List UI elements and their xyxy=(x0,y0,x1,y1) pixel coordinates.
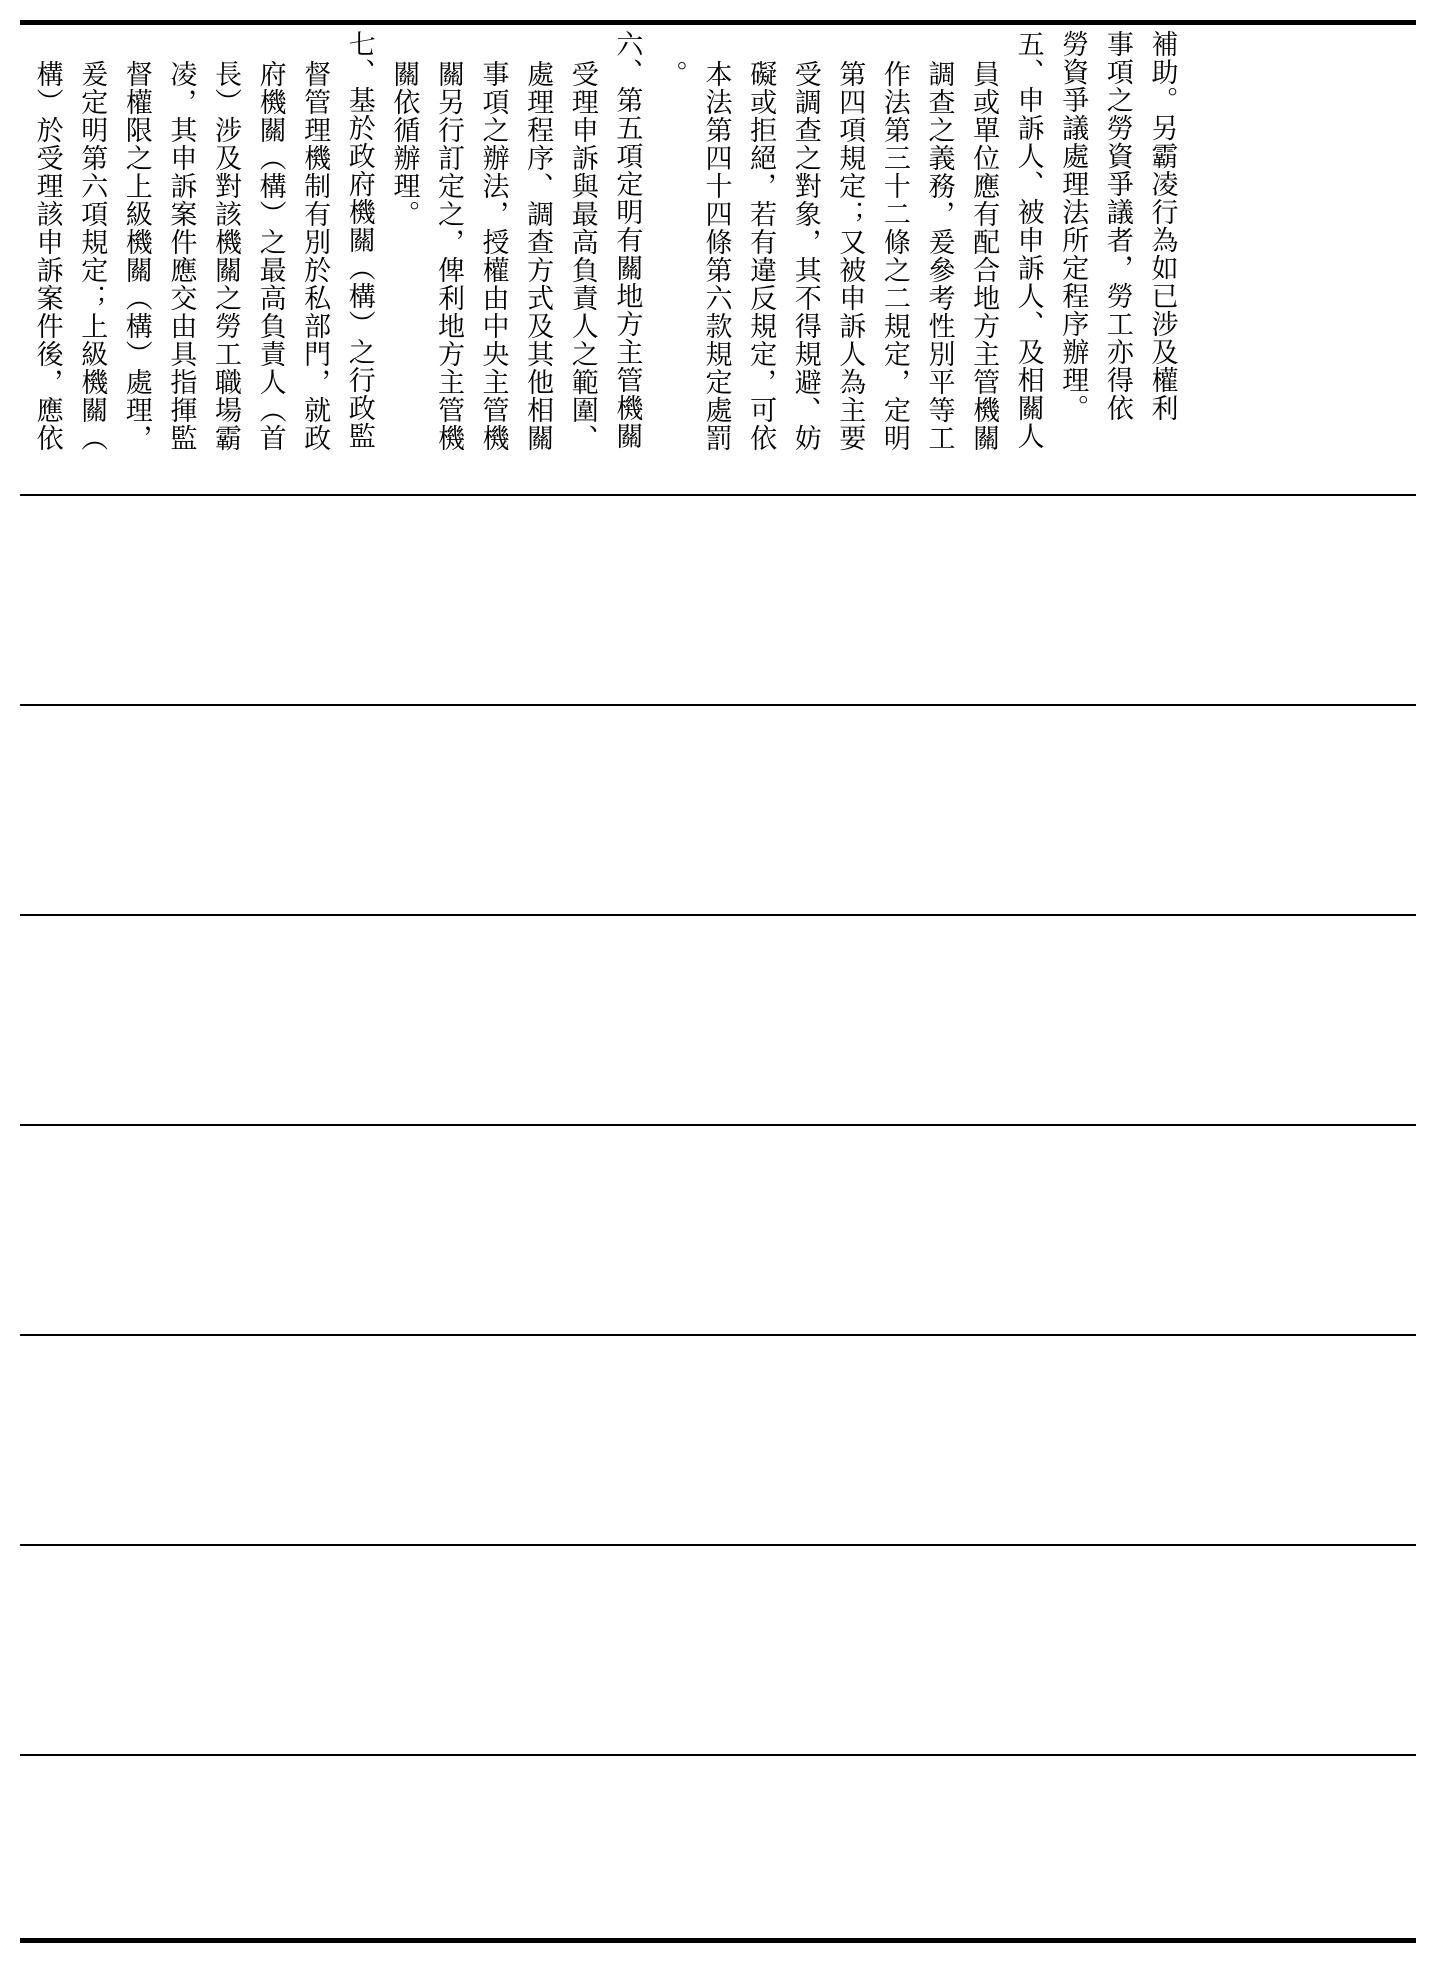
empty-table-row xyxy=(20,1756,1416,1962)
text-line: 督權限之上級機關（構）處理， xyxy=(120,60,152,452)
empty-table-row xyxy=(20,916,1416,1124)
text-line: 關另行訂定之，俾利地方主管機 xyxy=(432,60,464,452)
text-line: 事項之辦法，授權由中央主管機 xyxy=(477,60,509,452)
text-line: 第四項規定；又被申訴人為主要 xyxy=(834,60,866,452)
text-line: 補助。另霸凌行為如已涉及權利 xyxy=(1146,30,1178,422)
text-line: 督管理機制有別於私部門，就政 xyxy=(299,60,331,452)
empty-table-row xyxy=(20,1336,1416,1544)
empty-table-row xyxy=(20,1546,1416,1754)
text-line: 七、基於政府機關（構）之行政監 xyxy=(343,30,375,450)
explanation-text-block xyxy=(24,30,1414,490)
text-line: 爰定明第六項規定；上級機關（ xyxy=(76,60,108,452)
text-line: 六、第五項定明有關地方主管機關 xyxy=(611,30,643,450)
text-line: 關依循辦理。 xyxy=(388,60,420,228)
text-line: 勞資爭議處理法所定程序辦理。 xyxy=(1057,30,1089,422)
text-line: 五、申訴人、被申訴人、及相關人 xyxy=(1012,30,1044,450)
vertical-text xyxy=(24,30,1183,490)
empty-table-row xyxy=(20,1126,1416,1334)
top-rule xyxy=(20,20,1416,25)
text-line: 。 xyxy=(655,60,687,88)
text-line: 處理程序、調查方式及其他相關 xyxy=(522,60,554,452)
text-line: 作法第三十二條之二規定，定明 xyxy=(878,60,910,452)
text-line: 員或單位應有配合地方主管機關 xyxy=(968,60,1000,452)
empty-table-row xyxy=(20,496,1416,704)
text-line: 受調查之對象，其不得規避、妨 xyxy=(789,60,821,452)
text-line: 凌，其申訴案件應交由具指揮監 xyxy=(165,60,197,452)
text-line: 構）於受理該申訴案件後，應依 xyxy=(31,60,63,452)
text-line: 調查之義務，爰參考性別平等工 xyxy=(923,60,955,452)
text-line: 受理申訴與最高負責人之範圍、 xyxy=(566,60,598,452)
text-line: 事項之勞資爭議者，勞工亦得依 xyxy=(1101,30,1133,422)
text-line: 長）涉及對該機關之勞工職場霸 xyxy=(209,60,241,452)
text-line: 礙或拒絕，若有違反規定，可依 xyxy=(745,60,777,452)
text-line: 府機關（構）之最高負責人（首 xyxy=(254,60,286,452)
text-line: 本法第四十四條第六款規定處罰 xyxy=(700,60,732,452)
bottom-rule xyxy=(20,1938,1416,1943)
empty-table-row xyxy=(20,706,1416,914)
